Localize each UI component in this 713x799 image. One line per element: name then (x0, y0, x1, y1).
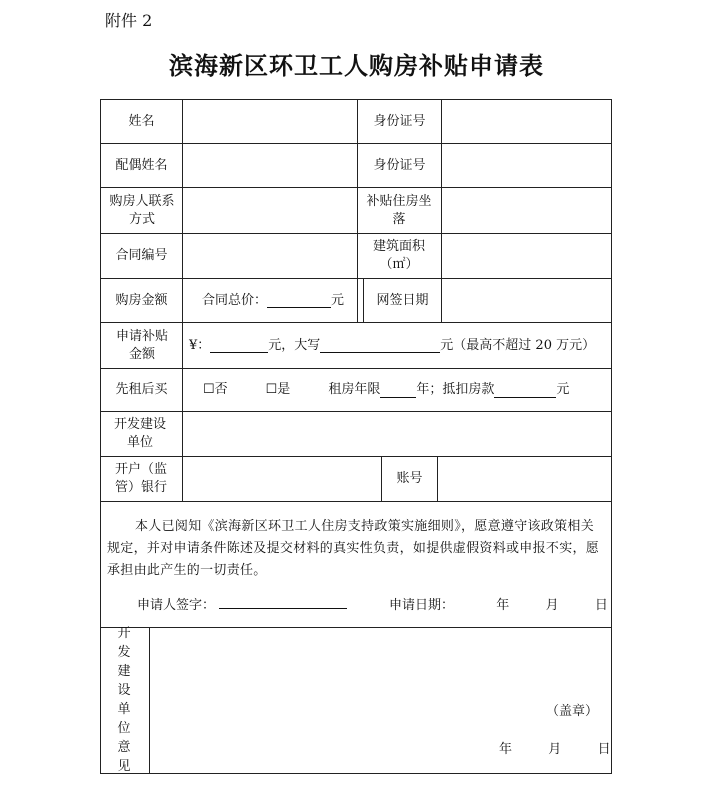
subsidy-amount-field[interactable] (189, 323, 611, 368)
rent-years-unit: 年；抵扣房款 (416, 382, 495, 397)
building-area-field[interactable] (442, 234, 611, 278)
signature-blank[interactable] (219, 594, 347, 609)
rent-years-label: 租房年限 (328, 382, 381, 397)
yen-symbol: ¥： (189, 337, 211, 353)
subsidy-unit-1: 元，大写 (268, 337, 321, 353)
spouse-name-label: 配偶姓名 (115, 157, 168, 173)
developer-opinion-label: 开发建设单位意见 (117, 626, 131, 774)
name-field[interactable] (183, 100, 357, 143)
total-price-blank[interactable] (267, 293, 331, 308)
attachment-label: 附件 2 (105, 11, 153, 30)
form-title: 滨海新区环卫工人购房补贴申请表 (169, 51, 544, 80)
signing-date-field[interactable] (442, 279, 611, 322)
subsidy-capital-blank[interactable] (320, 338, 440, 353)
application-form (100, 99, 612, 774)
spouse-id-field[interactable] (442, 144, 611, 187)
account-label: 账号 (396, 471, 423, 486)
building-area-label: 建筑面积（㎡） (372, 239, 425, 272)
total-price-label: 合同总价： (201, 292, 267, 308)
bank-label: 开户（监管）银行 (114, 462, 167, 495)
contact-field[interactable] (183, 188, 357, 233)
application-date (389, 594, 608, 613)
developer-field[interactable] (183, 412, 611, 456)
option-no-checkbox[interactable]: ☐否 (203, 382, 228, 397)
contact-label: 购房人联系方式 (109, 193, 175, 227)
opinion-date (499, 738, 611, 757)
account-field[interactable] (438, 457, 611, 501)
signing-date-label: 网签日期 (376, 292, 429, 308)
subsidy-amount-label: 申请补贴金额 (115, 328, 168, 362)
bank-field[interactable] (183, 457, 381, 501)
subsidy-number-blank[interactable] (210, 338, 268, 353)
total-price-field[interactable] (183, 279, 363, 322)
deduct-amount-unit: 元 (556, 382, 570, 397)
contract-number-label: 合同编号 (115, 248, 168, 263)
id-number-label: 身份证号 (373, 113, 426, 129)
spouse-id-label: 身份证号 (373, 157, 426, 173)
subsidy-unit-2: 元（最高不超过 20 万元） (440, 337, 596, 353)
address-label: 补贴住房坐落 (366, 193, 432, 227)
signature-label: 申请人签字： (137, 598, 216, 613)
stamp-label: （盖章） (546, 704, 599, 719)
opinion-month: 月 (548, 742, 562, 757)
application-date-label: 申请日期： (389, 598, 455, 613)
application-day: 日 (594, 598, 608, 613)
application-month: 月 (545, 598, 559, 613)
rent-before-buy-label: 先租后买 (115, 382, 168, 397)
name-label: 姓名 (128, 113, 155, 129)
rent-years-blank[interactable] (380, 383, 416, 398)
application-year: 年 (496, 598, 510, 613)
address-field[interactable] (442, 188, 611, 233)
rent-before-buy-field (203, 369, 611, 411)
deduct-amount-blank[interactable] (494, 383, 556, 398)
applicant-signature (137, 594, 347, 613)
total-price-unit: 元 (331, 292, 345, 308)
spouse-name-field[interactable] (183, 144, 357, 187)
option-yes-checkbox[interactable]: ☐是 (265, 382, 291, 397)
opinion-day: 日 (597, 742, 611, 757)
opinion-year: 年 (499, 742, 513, 757)
contract-number-field[interactable] (183, 234, 357, 278)
developer-label: 开发建设单位 (113, 417, 166, 450)
declaration-text: 本人已阅知《滨海新区环卫工人住房支持政策实施细则》，愿意遵守该政策相关规定，并对申请条件陈述及提交材料的真实性负责，如提供虚假资料或申报不实，愿承担由此产生的一切责任。 (107, 519, 600, 578)
row-divider (101, 501, 611, 502)
purchase-amount-label: 购房金额 (115, 292, 168, 308)
id-number-field[interactable] (442, 100, 611, 143)
